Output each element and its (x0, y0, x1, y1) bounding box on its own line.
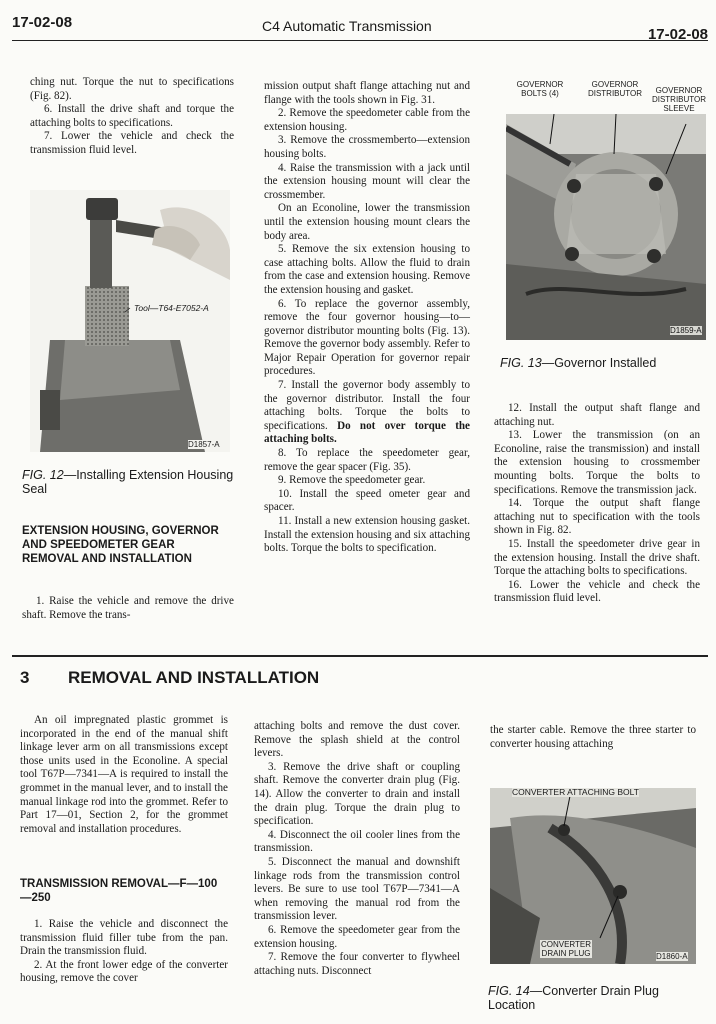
tool-label: Tool—T64-E7052-A (134, 303, 209, 313)
paragraph: 1. Raise the vehicle and remove the drive shaft. Remove the trans- (22, 595, 234, 621)
section-number: 3 (20, 668, 30, 687)
label-converter-drain-plug: CONVERTER DRAIN PLUG (540, 940, 592, 958)
sub-heading: TRANSMISSION REMOVAL—F—100—250 (20, 878, 218, 904)
paragraph: 8. To replace the speedometer gear, remove the gear spacer (Fig. 35). (264, 447, 470, 473)
label-converter-bolt: CONVERTER ATTACHING BOLT (512, 788, 639, 797)
fig-13 (500, 80, 710, 342)
label-distributor-sleeve: GOVERNOR DISTRIBUTOR SLEEVE (651, 86, 707, 113)
fig-13-caption (500, 356, 710, 370)
figure-code: D1860-A (656, 952, 688, 961)
caption-text: —Governor Installed (541, 356, 657, 370)
paragraph: 11. Install a new extension housing gasket. Install the extension housing and six attaching bolts. Torque the bolts to specification. (264, 515, 470, 555)
paragraph: On an Econoline, lower the transmission until the extension housing mount clears the body area. (264, 202, 470, 242)
paragraph: 10. Install the speed ometer gear and spacer. (264, 487, 470, 514)
figure-number: FIG. 13 (500, 356, 542, 370)
caption-text: —Installing Extension Housing Seal (22, 468, 234, 496)
converter-drain-plug-illustration (490, 788, 696, 964)
column-1-text (30, 76, 234, 158)
paragraph: 12. Install the output shaft flange and attaching nut. (494, 402, 700, 428)
paragraph: 14. Torque the output shaft flange attaching nut to specification with the tools shown in Fig. 82. (494, 497, 700, 537)
page-header (12, 14, 708, 43)
section-3-column-1 (20, 714, 228, 836)
paragraph-text: 7. Install the governor body assembly to the governor distributor. Install the four attaching bolts. Torque the bolts to specifications. (264, 379, 470, 432)
paragraph: An oil impregnated plastic grommet is incorporated in the end of the manual shift linkage lever arm on all transmissions except those units used in the Econoline. A special tool T67P—7341—A is required to install the grommet in the manual lever, and to install the manual linkage rod into the grommet. Refer to Part 17—01, Section 2, for the grommet removal and installation procedures. (20, 714, 228, 835)
paragraph: mission output shaft flange attaching nut and flange with the tools shown in Fig. 31. (264, 80, 470, 106)
paragraph: 15. Install the speedometer drive gear in the extension housing. Install the drive shaft. Torque the attaching bolts to specifications. (494, 537, 700, 578)
paragraph: 16. Lower the vehicle and check the transmission fluid level. (494, 578, 700, 605)
paragraph: 4. Disconnect the oil cooler lines from the transmission. (254, 828, 460, 855)
warning-text: Do not over torque the attaching bolts. (264, 419, 470, 446)
paragraph: ching nut. Torque the nut to specifications (Fig. 82). (30, 76, 234, 102)
paragraph: 2. At the front lower edge of the converter housing, remove the cover (20, 958, 228, 985)
paragraph: 3. Remove the drive shaft or coupling shaft. Remove the converter drain plug (Fig. 14). Allow the converter to drain and install the drain plug. Torque the drain plug to specification. (254, 760, 460, 828)
paragraph: attaching bolts and remove the dust cover. Remove the splash shield at the control levers. (254, 720, 460, 760)
paragraph: 5. Disconnect the manual and downshift linkage rods from the transmission control levers. Be sure to use tool T67P—7341—A when removing the manual rod from the transmission lever. (254, 855, 460, 923)
label-governor-bolts: GOVERNOR BOLTS (4) (516, 80, 564, 98)
section-3-column-1-steps (20, 918, 228, 986)
paragraph: the starter cable. Remove the three starter to converter housing attaching (490, 724, 696, 750)
extension-housing-seal-illustration (30, 190, 230, 452)
column-3-text (494, 402, 700, 606)
paragraph: 2. Remove the speedometer cable from the extension housing. (264, 107, 470, 133)
figure-code: D1857-A (188, 440, 220, 449)
paragraph (264, 379, 470, 447)
section-separator (12, 655, 708, 657)
page-number-left: 17-02-08 (12, 14, 73, 31)
paragraph: 9. Remove the speedometer gear. (278, 474, 426, 487)
figure-number: FIG. 12 (22, 468, 64, 482)
paragraph: 7. Lower the vehicle and check the transmission fluid level. (30, 130, 234, 156)
running-title: C4 Automatic Transmission (262, 18, 432, 34)
paragraph: 6. To replace the governor assembly, remove the four governor housing—to—governor distributor mounting bolts (Fig. 13). Remove the governor body assembly. Refer to Major Repair Operation for governor repair procedures. (264, 297, 471, 378)
paragraph: 6. Install the drive shaft and torque the attaching bolts to specifications. (30, 103, 234, 129)
fig-14-photo (490, 788, 696, 964)
caption-text: —Converter Drain Plug Location (488, 984, 659, 1012)
figure-number: FIG. 14 (488, 984, 530, 998)
fig-14-caption (488, 984, 700, 1012)
governor-illustration (506, 114, 706, 340)
label-governor-distributor: GOVERNOR DISTRIBUTOR (587, 80, 643, 98)
section-3-column-2 (254, 720, 460, 978)
paragraph: 6. Remove the speedometer gear from the extension housing. (254, 923, 460, 950)
paragraph: 7. Remove the four converter to flywheel attaching nuts. Disconnect (254, 951, 460, 977)
section-title (20, 668, 319, 688)
page-number-right: 17-02-08 (647, 26, 708, 43)
column-2-text (264, 80, 470, 556)
fig-13-photo (506, 114, 706, 340)
section-3-column-3 (490, 724, 696, 751)
section-title-text: REMOVAL AND INSTALLATION (68, 668, 320, 687)
fig-12-photo (30, 190, 230, 452)
paragraph: 5. Remove the six extension housing to case attaching bolts. Allow the fluid to drain from the case and extension housing. Remove the extension housing and gasket. (264, 243, 470, 296)
header-rule (12, 40, 708, 41)
paragraph: 13. Lower the transmission (on an Econoline, raise the transmission) and install the extension housing to crossmember mounting bolts. Torque the bolts to specifications. Remove the transmission jack. (494, 429, 700, 496)
figure-code: D1859-A (670, 326, 702, 335)
fig-12-caption (22, 468, 234, 496)
column-1-bottom (22, 595, 234, 622)
section-heading: EXTENSION HOUSING, GOVERNOR AND SPEEDOMETER GEAR REMOVAL AND INSTALLATION (22, 525, 219, 565)
paragraph: 3. Remove the crossmemberto—extension housing bolts. (264, 134, 470, 160)
paragraph: 1. Raise the vehicle and disconnect the transmission fluid filler tube from the pan. Drain the transmission fluid. (20, 918, 228, 958)
paragraph: 4. Raise the transmission with a jack until the extension housing mount will clear the crossmember. (264, 161, 470, 201)
